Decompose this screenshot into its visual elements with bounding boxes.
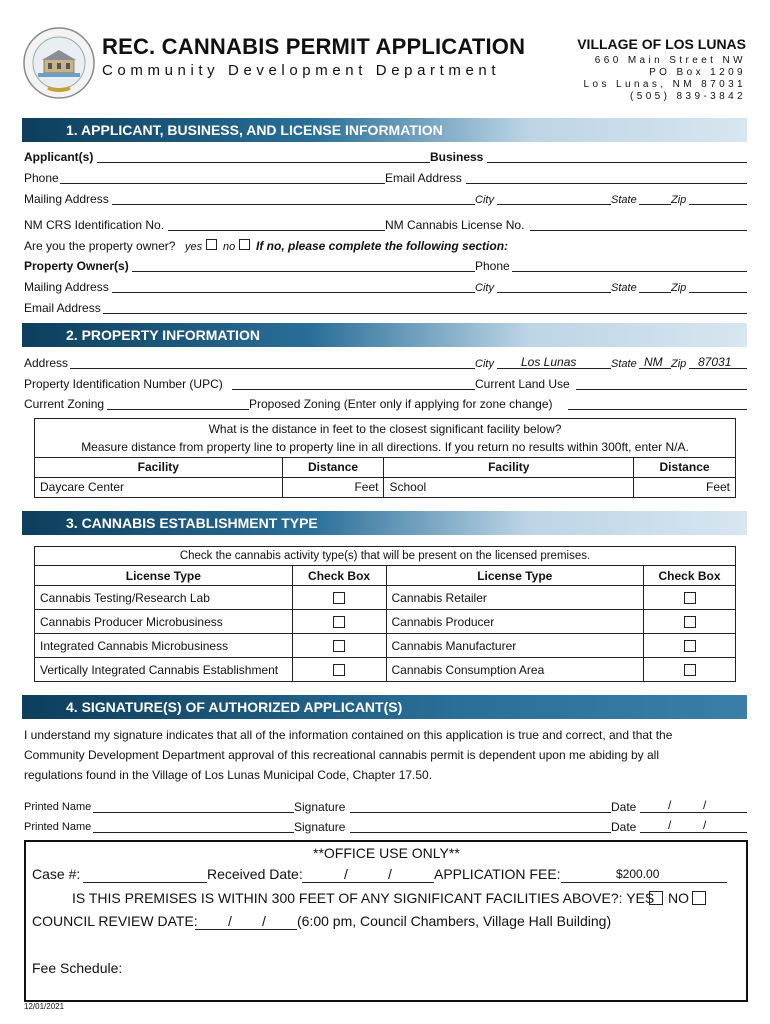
date-label-2: Date [611,820,637,834]
printed-name-field-1[interactable] [93,812,294,813]
signature-field-2[interactable] [350,832,611,833]
fee-schedule-label: Fee Schedule: [32,960,123,976]
owner-state-field[interactable] [639,292,671,293]
section-2-banner [22,323,747,347]
address-pobox: PO Box 1209 [649,67,746,78]
owner-email-field[interactable] [103,313,747,314]
address-street: 660 Main Street NW [594,55,746,66]
signature-label-2: Signature [294,820,346,834]
license-type-row: Cannabis Producer [386,610,644,634]
premises-yes-checkbox[interactable] [649,891,663,905]
premises-question: IS THIS PREMISES IS WITHIN 300 FEET OF ANY SIGNIFICANT FACILITIES ABOVE?: YES [72,890,655,906]
property-city-value: Los Lunas [521,355,577,369]
integrated-microbusiness-checkbox[interactable] [333,640,345,652]
owner-question: Are you the property owner? [24,239,176,253]
license-type-row: Cannabis Testing/Research Lab [35,586,293,610]
address-city: Los Lunas, NM 87031 [583,79,746,90]
village-seal-logo [22,26,96,100]
zip-field[interactable] [689,204,747,205]
producer-checkbox[interactable] [684,616,696,628]
date-slash: / [344,866,348,882]
upc-field[interactable] [232,389,475,390]
case-label: Case #: [32,866,81,882]
owner-no-label: no [223,241,236,253]
property-zip-value: 87031 [698,355,732,369]
date-slash: / [262,913,266,929]
section-4-banner [22,695,747,719]
property-zip-label: Zip [671,358,687,370]
facility-daycare: Daycare Center [35,477,283,497]
school-distance-field[interactable] [634,477,736,497]
email-field[interactable] [466,183,747,184]
signature-field-1[interactable] [350,812,611,813]
owner-no-checkbox[interactable] [239,239,250,250]
address-phone: (505) 839-3842 [630,91,746,102]
mailing-label: Mailing Address [24,192,109,206]
distance-question: What is the distance in feet to the closest significant facility below? [35,419,736,439]
col-distance-1: Distance [282,457,384,477]
owner-mailing-field[interactable] [112,292,475,293]
business-label: Business [430,150,484,164]
signature-label-1: Signature [294,800,346,814]
premises-no-checkbox[interactable] [692,891,706,905]
application-fee-value: $200.00 [616,867,660,881]
state-label: State [611,194,637,206]
manufacturer-checkbox[interactable] [684,640,696,652]
section-4-heading: 4. SIGNATURE(S) OF AUTHORIZED APPLICANT(S) [66,699,403,715]
premises-no-label: NO [668,890,689,906]
certification-line-1: I understand my signature indicates that all of the information contained on this application is true and correct, and that the [24,728,673,742]
consumption-area-checkbox[interactable] [684,664,696,676]
date-slash: / [668,818,672,832]
date-field-2[interactable] [640,832,747,833]
property-address-field[interactable] [70,368,475,369]
owner-zip-field[interactable] [689,292,747,293]
owner-phone-field[interactable] [512,271,747,272]
owner-email-label: Email Address [24,301,101,315]
distance-instruction: Measure distance from property line to property line in all directions. If you return no results within 300ft, enter N/A. [35,438,736,457]
section-3-banner [22,511,747,535]
owner-city-field[interactable] [497,292,611,293]
phone-field[interactable] [60,183,385,184]
phone-label: Phone [24,171,59,185]
land-use-field[interactable] [576,389,747,390]
license-type-row: Cannabis Producer Microbusiness [35,610,293,634]
license-type-row: Cannabis Consumption Area [386,658,644,682]
state-field[interactable] [639,204,671,205]
office-use-box [24,840,748,1002]
council-review-date-field[interactable] [195,929,297,930]
owner-phone-label: Phone [475,259,510,273]
license-type-row: Cannabis Manufacturer [386,634,644,658]
owner-yes-checkbox[interactable] [206,239,217,250]
case-field[interactable] [83,882,207,883]
section-1-heading: 1. APPLICANT, BUSINESS, AND LICENSE INFORMATION [66,122,443,138]
date-field-1[interactable] [640,812,747,813]
city-label: City [475,194,494,206]
owner-note: If no, please complete the following section: [256,239,509,253]
school-feet-unit: Feet [705,480,730,494]
license-no-label: NM Cannabis License No. [385,218,525,232]
property-owner-label: Property Owner(s) [24,259,129,273]
col-facility-2: Facility [384,457,634,477]
form-title: REC. CANNABIS PERMIT APPLICATION [102,34,526,59]
facility-school: School [384,477,634,497]
mailing-field[interactable] [112,204,475,205]
zip-label: Zip [671,194,687,206]
land-use-label: Current Land Use [475,377,570,391]
retailer-checkbox[interactable] [684,592,696,604]
business-field[interactable] [487,162,747,163]
proposed-zoning-label: Proposed Zoning (Enter only if applying for zone change) [249,397,553,411]
property-state-label: State [611,358,637,370]
owner-zip-label: Zip [671,282,687,294]
application-fee-label: APPLICATION FEE: [434,866,561,882]
city-field[interactable] [497,204,611,205]
owner-city-label: City [475,282,494,294]
section-1-banner [22,118,747,142]
received-date-field[interactable] [302,882,434,883]
col-check-box-2: Check Box [644,566,736,586]
vertically-integrated-checkbox[interactable] [333,664,345,676]
date-label-1: Date [611,800,637,814]
owner-mailing-label: Mailing Address [24,280,109,294]
applicants-field[interactable] [97,162,430,163]
col-distance-2: Distance [634,457,736,477]
owner-state-label: State [611,282,637,294]
certification-line-3: regulations found in the Village of Los Lunas Municipal Code, Chapter 17.50. [24,768,433,782]
date-slash: / [388,866,392,882]
office-use-title: **OFFICE USE ONLY** [313,845,460,861]
date-slash: / [703,818,707,832]
date-slash: / [228,913,232,929]
crs-label: NM CRS Identification No. [24,218,165,232]
producer-microbusiness-checkbox[interactable] [333,616,345,628]
crs-field[interactable] [168,230,385,231]
department-subtitle: Community Development Department [102,62,501,79]
village-name: VILLAGE OF LOS LUNAS [577,36,746,52]
council-review-label: COUNCIL REVIEW DATE: [32,913,198,929]
proposed-zoning-field[interactable] [568,409,747,410]
current-zoning-field[interactable] [107,409,249,410]
owner-yes-label: yes [185,241,203,253]
council-review-note: (6:00 pm, Council Chambers, Village Hall Building) [297,913,612,929]
license-no-field[interactable] [530,230,747,231]
printed-name-label-1: Printed Name [24,801,92,813]
property-city-label: City [475,358,494,370]
daycare-distance-field[interactable] [282,477,384,497]
col-license-type-2: License Type [386,566,644,586]
section-3-heading: 3. CANNABIS ESTABLISHMENT TYPE [66,515,318,531]
upc-label: Property Identification Number (UPC) [24,377,223,391]
property-owner-field[interactable] [132,271,475,272]
received-date-label: Received Date: [207,866,303,882]
establishment-instruction: Check the cannabis activity type(s) that will be present on the licensed premises. [35,547,736,566]
property-address-label: Address [24,356,69,370]
date-slash: / [668,798,672,812]
testing-lab-checkbox[interactable] [333,592,345,604]
license-type-row: Cannabis Retailer [386,586,644,610]
establishment-type-table [34,546,736,682]
facility-distance-table [34,418,736,498]
current-zoning-label: Current Zoning [24,397,105,411]
col-facility-1: Facility [35,457,283,477]
application-fee-field[interactable] [561,882,727,883]
certification-line-2: Community Development Department approval of this recreational cannabis permit is dependent upon me abiding by all [24,748,660,762]
daycare-feet-unit: Feet [354,480,379,494]
date-slash: / [703,798,707,812]
email-label: Email Address [385,171,462,185]
col-check-box-1: Check Box [292,566,386,586]
col-license-type-1: License Type [35,566,293,586]
license-type-row: Vertically Integrated Cannabis Establishment [35,658,293,682]
property-state-value: NM [644,355,663,369]
section-2-heading: 2. PROPERTY INFORMATION [66,327,260,343]
printed-name-field-2[interactable] [93,832,294,833]
revision-date: 12/01/2021 [24,1002,65,1011]
applicants-label: Applicant(s) [24,150,94,164]
license-type-row: Integrated Cannabis Microbusiness [35,634,293,658]
printed-name-label-2: Printed Name [24,821,92,833]
